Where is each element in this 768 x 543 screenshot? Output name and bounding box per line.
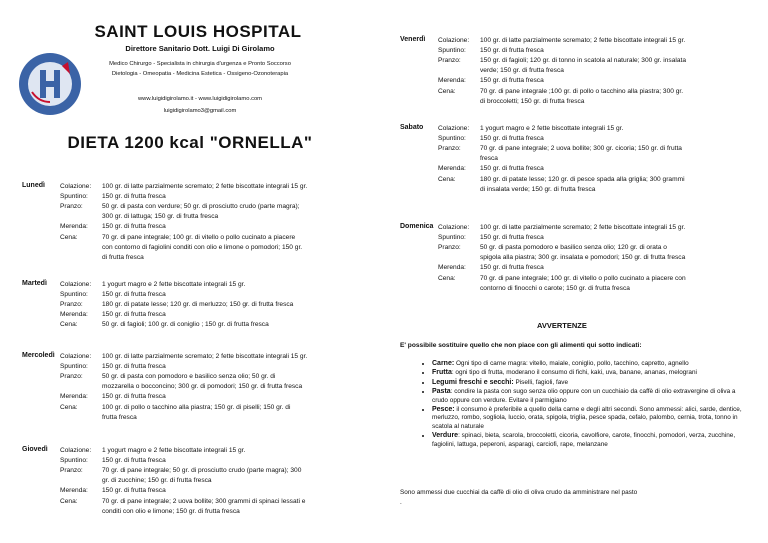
meal-label: Spuntino: bbox=[60, 456, 88, 464]
day-meals bbox=[438, 223, 748, 294]
meal-text: 100 gr. di latte parzialmente scremato; 2 fette biscottate integrali 15 gr. bbox=[480, 36, 686, 44]
meal-text-continued: frutta fresca bbox=[102, 413, 137, 421]
meal-text-continued: di insalata verde; 150 gr. di frutta fresca bbox=[480, 185, 596, 193]
meal-label: Pranzo: bbox=[60, 300, 83, 308]
meal-text: 150 gr. di frutta fresca bbox=[480, 134, 544, 142]
meal-label: Merenda: bbox=[438, 77, 466, 85]
meal-label: Spuntino: bbox=[438, 233, 466, 241]
meal-label: Merenda: bbox=[60, 393, 88, 401]
warning-item bbox=[432, 369, 744, 377]
meal-text: 150 gr. di frutta fresca bbox=[102, 487, 166, 495]
warnings-intro: E' possibile sostituire quello che non piace con gli alimenti qui sotto indicati: bbox=[400, 342, 642, 349]
meal-row bbox=[438, 274, 748, 284]
meal-text: 150 gr. di frutta fresca bbox=[480, 264, 544, 272]
warning-item-text: Ogni tipo di carne magra: vitello, maiale, coniglio, pollo, tacchino, capretto, agnello bbox=[454, 360, 689, 367]
meal-text-continued: verde; 150 gr. di frutta fresca bbox=[480, 67, 564, 75]
meal-row bbox=[60, 182, 370, 192]
meal-label: Spuntino: bbox=[438, 46, 466, 54]
meal-text-continued: conditi con olio e limone; 150 gr. di frutta fresca bbox=[102, 507, 240, 515]
meal-text: 150 gr. di frutta fresca bbox=[102, 456, 166, 464]
day-meals bbox=[60, 446, 370, 517]
meal-text: 1 yogurt magro e 2 fette biscottate integrali 15 gr. bbox=[480, 124, 624, 132]
warning-item-text: : spinaci, bieta, scarola, broccoletti, cicoria, cavolfiore, carote, finocchi, pomodori, verza, zucchine, fagiolini, lattuga, peperoni, asparagi, carciofi, rape, melanzane bbox=[432, 432, 736, 448]
warnings-title: AVVERTENZE bbox=[537, 321, 587, 330]
meal-text: 50 gr. di pasta con pomodoro e basilico senza olio; 50 gr. di bbox=[102, 372, 276, 380]
meal-text: 150 gr. di frutta fresca bbox=[102, 290, 166, 298]
meal-text: 70 gr. di pane integrale; 2 uova bollite; 300 grammi di spinaci lessati e bbox=[102, 497, 306, 505]
meal-row bbox=[60, 372, 370, 382]
meal-text: 150 gr. di frutta fresca bbox=[480, 46, 544, 54]
meal-text: 180 gr. di patate lesse; 120 gr. di merluzzo; 150 gr. di frutta fresca bbox=[102, 300, 294, 308]
warning-item-head: Carne: bbox=[432, 360, 455, 367]
meal-row bbox=[60, 446, 370, 456]
meal-row bbox=[60, 222, 370, 232]
meal-text: 150 gr. di frutta fresca bbox=[102, 223, 166, 231]
meal-text: 1 yogurt magro e 2 fette biscottate integrali 15 gr. bbox=[102, 280, 246, 288]
meal-text: 150 gr. di frutta fresca bbox=[480, 165, 544, 173]
day-meals bbox=[438, 36, 748, 107]
meal-text: 150 gr. di fagioli; 120 gr. di tonno in scatola al naturale; 300 gr. insalata bbox=[480, 56, 687, 64]
meal-text: 100 gr. di latte parzialmente scremato; 2 fette biscottate integrali 15 gr. bbox=[102, 352, 308, 360]
meal-text: 150 gr. di frutta fresca bbox=[102, 311, 166, 319]
meal-text: 100 gr. di latte parzialmente scremato; 2 fette biscottate integrali 15 gr. bbox=[102, 182, 308, 190]
day-name: Lunedì bbox=[22, 182, 45, 189]
meal-text-continued: 300 gr. di lattuga; 150 gr. di frutta fresca bbox=[102, 213, 219, 221]
meal-row bbox=[60, 362, 370, 372]
meal-text: 100 gr. di latte parzialmente scremato; 2 fette biscottate integrali 15 gr. bbox=[480, 223, 686, 231]
meal-text: 50 gr. di fagioli; 100 gr. di coniglio ; 150 gr. di frutta fresca bbox=[102, 321, 269, 329]
meal-label: Cena: bbox=[60, 497, 78, 505]
meal-row bbox=[438, 223, 748, 233]
meal-label: Colazione: bbox=[438, 124, 470, 132]
day-name: Sabato bbox=[400, 124, 424, 131]
warning-item-head: Legumi freschi e secchi: bbox=[432, 378, 514, 386]
meal-text-continued: spigola alla piastra; 300 gr. insalata e pomodori; 150 gr. di frutta fresca bbox=[480, 254, 686, 262]
meal-text-continued: mozzarella o bocconcino; 300 gr. di pomodori; 150 gr. di frutta fresca bbox=[102, 383, 303, 391]
meal-label: Merenda: bbox=[60, 223, 88, 231]
meal-row bbox=[438, 56, 748, 66]
meal-row bbox=[60, 192, 370, 202]
meal-text: 150 gr. di frutta fresca bbox=[102, 192, 166, 200]
warning-item-text: il consumo è preferibile a quello della carne e degli altri secondi. Sono ammessi: alici, sarde, dentice, merluzzo, rombo, sogliola, luccio, orata, spigola, triglia, pesce spada, cefalo, palombo, cernia, trota, tonno in scatola al naturale bbox=[432, 406, 742, 430]
meal-text: 50 gr. di pasta pomodoro e basilico senza olio; 120 gr. di orata o bbox=[480, 243, 667, 251]
meal-label: Cena: bbox=[438, 87, 456, 95]
day-name: Venerdì bbox=[400, 36, 426, 43]
meal-text-continued: di broccoletti; 150 gr. di frutta fresca bbox=[480, 97, 585, 105]
meal-text-continued: con contorno di fagiolini conditi con olio e limone o pomodori; 150 gr. bbox=[102, 243, 303, 251]
day-name: Domenica bbox=[400, 223, 434, 230]
director-line: Direttore Sanitario Dott. Luigi Di Girolamo bbox=[125, 44, 275, 53]
meal-text: 180 gr. di patate lesse; 120 gr. di pesce spada alla griglia; 300 grammi bbox=[480, 175, 685, 183]
meal-text: 150 gr. di frutta fresca bbox=[480, 233, 544, 241]
day-meals bbox=[60, 280, 370, 331]
meal-row bbox=[60, 456, 370, 466]
meal-label: Colazione: bbox=[60, 182, 92, 190]
warning-item-head: Verdure bbox=[432, 432, 459, 440]
meal-row bbox=[438, 36, 748, 46]
meal-label: Merenda: bbox=[438, 165, 466, 173]
warning-item-text: Piselli, fagioli, fave bbox=[513, 378, 569, 386]
meal-row bbox=[60, 320, 370, 330]
meal-label: Cena: bbox=[60, 233, 78, 241]
meal-row bbox=[60, 300, 370, 310]
meal-label: Pranzo: bbox=[60, 372, 83, 380]
email-link[interactable]: luigidigirolamo3@gmail.com bbox=[163, 108, 237, 114]
meal-row bbox=[438, 164, 748, 174]
meal-text: 70 gr. di pane integrale ;100 gr. di pollo o tacchino alla piastra; 300 gr. bbox=[480, 87, 684, 95]
warning-item bbox=[432, 432, 744, 449]
meal-row bbox=[438, 46, 748, 56]
warning-item-text: : condire la pasta con sugo senza olio oppure con un cucchiaio da caffè di olio extravergine di oliva a crudo oppure con verdure. Evitare il parmigiano bbox=[432, 388, 736, 404]
meal-row bbox=[438, 144, 748, 154]
meal-text: 150 gr. di frutta fresca bbox=[102, 393, 166, 401]
meal-label: Pranzo: bbox=[438, 243, 461, 251]
meal-text: 50 gr. di pasta con verdure; 50 gr. di prosciutto crudo (parte magra); bbox=[102, 202, 300, 210]
meal-label: Colazione: bbox=[60, 446, 92, 454]
meal-row bbox=[60, 392, 370, 402]
meal-label: Colazione: bbox=[438, 223, 470, 231]
hospital-logo bbox=[18, 52, 82, 116]
meal-label: Colazione: bbox=[60, 280, 92, 288]
meal-text-continued: contorno di finocchi o carote; 150 gr. di frutta fresca bbox=[480, 284, 630, 292]
day-name: Martedì bbox=[22, 280, 47, 287]
meal-label: Spuntino: bbox=[438, 134, 466, 142]
warnings-footer: Sono ammessi due cucchiai da caffè di olio di oliva crudo da amministrare nel pasto bbox=[400, 489, 638, 496]
meal-row bbox=[60, 466, 370, 476]
warnings-list bbox=[418, 360, 744, 450]
meal-label: Pranzo: bbox=[60, 202, 83, 210]
meal-row bbox=[60, 202, 370, 212]
meal-label: Cena: bbox=[60, 403, 78, 411]
meal-label: Merenda: bbox=[60, 311, 88, 319]
day-meals bbox=[60, 182, 370, 264]
warning-item-head: Pesce: bbox=[432, 406, 455, 414]
meal-text: 70 gr. di pane integrale; 2 uova bollite; 300 gr. cicoria; 150 gr. di frutta bbox=[480, 144, 682, 152]
meal-text: 1 yogurt magro e 2 fette biscottate integrali 15 gr. bbox=[102, 446, 246, 454]
diet-title: DIETA 1200 kcal "ORNELLA" bbox=[67, 133, 313, 152]
meal-row bbox=[60, 290, 370, 300]
warning-item bbox=[432, 388, 744, 405]
meal-row bbox=[438, 76, 748, 86]
website-links[interactable]: www.luigidigirolamo.it - www.luigidigirolamo.com bbox=[137, 96, 263, 102]
meal-label: Spuntino: bbox=[60, 290, 88, 298]
meal-label: Colazione: bbox=[60, 352, 92, 360]
meal-text: 70 gr. di pane integrale; 100 gr. di vitello o pollo cucinato a piacere con bbox=[480, 274, 686, 282]
specialties-line-1: Medico Chirurgo - Specialista in chirurgia d'urgenza e Pronto Soccorso bbox=[109, 61, 291, 67]
meal-text: 150 gr. di frutta fresca bbox=[102, 362, 166, 370]
meal-label: Merenda: bbox=[60, 487, 88, 495]
meal-text-continued: gr. di zucchine; 150 gr. di frutta fresca bbox=[102, 477, 212, 485]
meal-label: Pranzo: bbox=[438, 144, 461, 152]
warning-item-text: : ogni tipo di frutta, moderano il consumo di fichi, kaki, uva, banane, ananas, melograni bbox=[451, 369, 697, 377]
meal-row bbox=[60, 486, 370, 496]
warning-item bbox=[432, 360, 744, 368]
meal-row bbox=[438, 134, 748, 144]
meal-label: Spuntino: bbox=[60, 192, 88, 200]
meal-row bbox=[60, 233, 370, 243]
hospital-name: SAINT LOUIS HOSPITAL bbox=[94, 22, 302, 41]
day-name: Mercoledì bbox=[22, 352, 55, 359]
meal-row bbox=[60, 403, 370, 413]
warning-item bbox=[432, 379, 744, 387]
meal-row bbox=[60, 310, 370, 320]
meal-text-continued: di frutta fresca bbox=[102, 253, 144, 261]
meal-text: 150 gr. di frutta fresca bbox=[480, 77, 544, 85]
meal-row bbox=[60, 280, 370, 290]
meal-label: Pranzo: bbox=[60, 466, 83, 474]
day-meals bbox=[60, 352, 370, 423]
warning-item-head: Frutta bbox=[432, 369, 452, 377]
meal-label: Merenda: bbox=[438, 264, 466, 272]
meal-text: 70 gr. di pane integrale; 100 gr. di vitello o pollo cucinato a piacere bbox=[102, 233, 296, 241]
day-name: Giovedì bbox=[22, 446, 48, 453]
meal-label: Cena: bbox=[438, 175, 456, 183]
warning-item bbox=[432, 406, 744, 431]
meal-text: 70 gr. di pane integrale; 50 gr. di prosciutto crudo (parte magra); 300 bbox=[102, 466, 302, 474]
meal-text: 100 gr. di pollo o tacchino alla piastra; 150 gr. di piselli; 150 gr. di bbox=[102, 403, 291, 411]
meal-label: Spuntino: bbox=[60, 362, 88, 370]
meal-row bbox=[60, 352, 370, 362]
warning-item-head: Pasta bbox=[432, 388, 451, 396]
meal-row bbox=[438, 124, 748, 134]
meal-row bbox=[438, 243, 748, 253]
meal-label: Pranzo: bbox=[438, 56, 461, 64]
day-meals bbox=[438, 124, 748, 195]
warnings-footer-dot: . bbox=[400, 499, 402, 506]
meal-label: Cena: bbox=[438, 274, 456, 282]
meal-row bbox=[438, 263, 748, 273]
meal-label: Cena: bbox=[60, 321, 78, 329]
meal-text-continued: fresca bbox=[480, 155, 498, 163]
meal-row bbox=[438, 233, 748, 243]
meal-row bbox=[60, 497, 370, 507]
meal-label: Colazione: bbox=[438, 36, 470, 44]
meal-row bbox=[438, 175, 748, 185]
specialties-line-2: Dietologia - Omeopatia - Medicina Estetica - Ossigeno-Ozonoterapia bbox=[111, 71, 289, 77]
meal-row bbox=[438, 87, 748, 97]
